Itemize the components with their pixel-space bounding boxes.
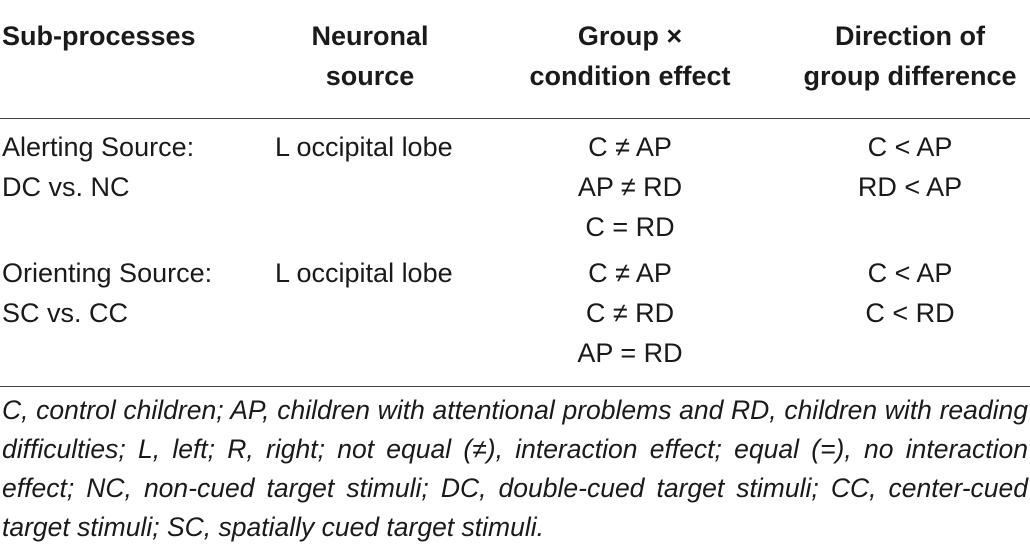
header-direction-group-difference: Direction of group difference: [803, 21, 1017, 91]
header-group-condition-effect: Group × condition effect: [529, 21, 731, 91]
row2-source: L occipital lobe: [275, 258, 453, 288]
table-footnote: C, control children; AP, children with attentional problems and RD, children with reading difficulties; L, left; R, right; not equal (≠), interaction effect; equal (=), no interaction effect; NC, non-cued target stimuli; DC, double-cued target stimuli; CC, center-cued target stimuli; SC, spatially cued target stimuli.: [2, 395, 1028, 542]
header-neuronal-source: Neuronal source: [311, 21, 429, 91]
row1-subprocess: Alerting Source: DC vs. NC: [2, 132, 195, 202]
row1-source: L occipital lobe: [275, 132, 453, 162]
row2-effect: C ≠ AP C ≠ RD AP = RD: [577, 258, 683, 368]
row2-subprocess: Orienting Source: SC vs. CC: [2, 258, 213, 328]
row2-direction: C < AP C < RD: [865, 258, 955, 328]
row1-effect: C ≠ AP AP ≠ RD C = RD: [577, 132, 683, 242]
table-header: [0, 0, 1030, 119]
row1-direction: C < AP RD < AP: [857, 132, 963, 202]
header-subprocesses: Sub-processes: [2, 21, 196, 51]
footnote-divider: [0, 386, 1030, 387]
